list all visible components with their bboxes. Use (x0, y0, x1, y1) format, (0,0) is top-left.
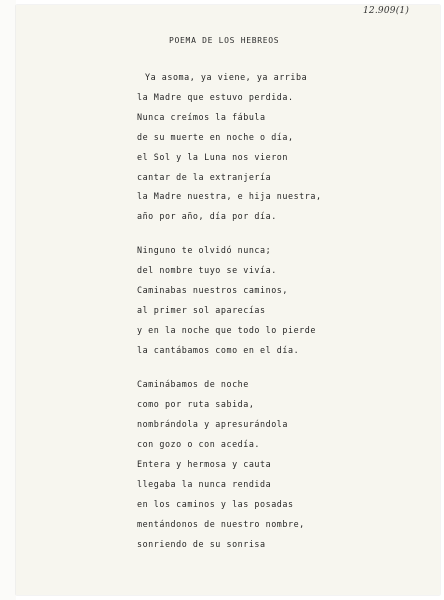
poem-line: sonriendo de su sonrisa (137, 539, 266, 549)
poem-line: la Madre nuestra, e hija nuestra, (137, 191, 322, 201)
poem-line: cantar de la extranjería (137, 172, 272, 182)
scan-margin (0, 0, 16, 600)
poem-title: POEMA DE LOS HEBREOS (169, 36, 280, 45)
poem-line: como por ruta sabida, (137, 399, 255, 409)
poem-line: y en la noche que todo lo pierde (137, 325, 316, 335)
poem-line: de su muerte en noche o día, (137, 132, 294, 142)
poem-line: año por año, día por día. (137, 211, 277, 221)
poem-line: Caminabas nuestros caminos, (137, 285, 288, 295)
poem-line: la Madre que estuvo perdida. (137, 92, 294, 102)
poem-line: Ninguno te olvidó nunca; (137, 245, 272, 255)
poem-line: Caminábamos de noche (137, 379, 249, 389)
poem-line: Nunca creímos la fábula (137, 112, 266, 122)
poem-line: la cantábamos como en el día. (137, 345, 300, 355)
poem-line: nombrándola y apresurándola (137, 419, 288, 429)
poem-line: del nombre tuyo se vivía. (137, 265, 277, 275)
poem-line: Ya asoma, ya viene, ya arriba (145, 72, 308, 82)
poem-line: al primer sol aparecías (137, 305, 266, 315)
poem-line: en los caminos y las posadas (137, 499, 294, 509)
handwritten-reference-note: 12.909(1) (363, 6, 410, 16)
poem-line: Entera y hermosa y cauta (137, 459, 272, 469)
poem-line: mentándonos de nuestro nombre, (137, 519, 305, 529)
poem-line: el Sol y la Luna nos vieron (137, 152, 288, 162)
poem-line: llegaba la nunca rendida (137, 479, 272, 489)
poem-line: con gozo o con acedía. (137, 439, 261, 449)
